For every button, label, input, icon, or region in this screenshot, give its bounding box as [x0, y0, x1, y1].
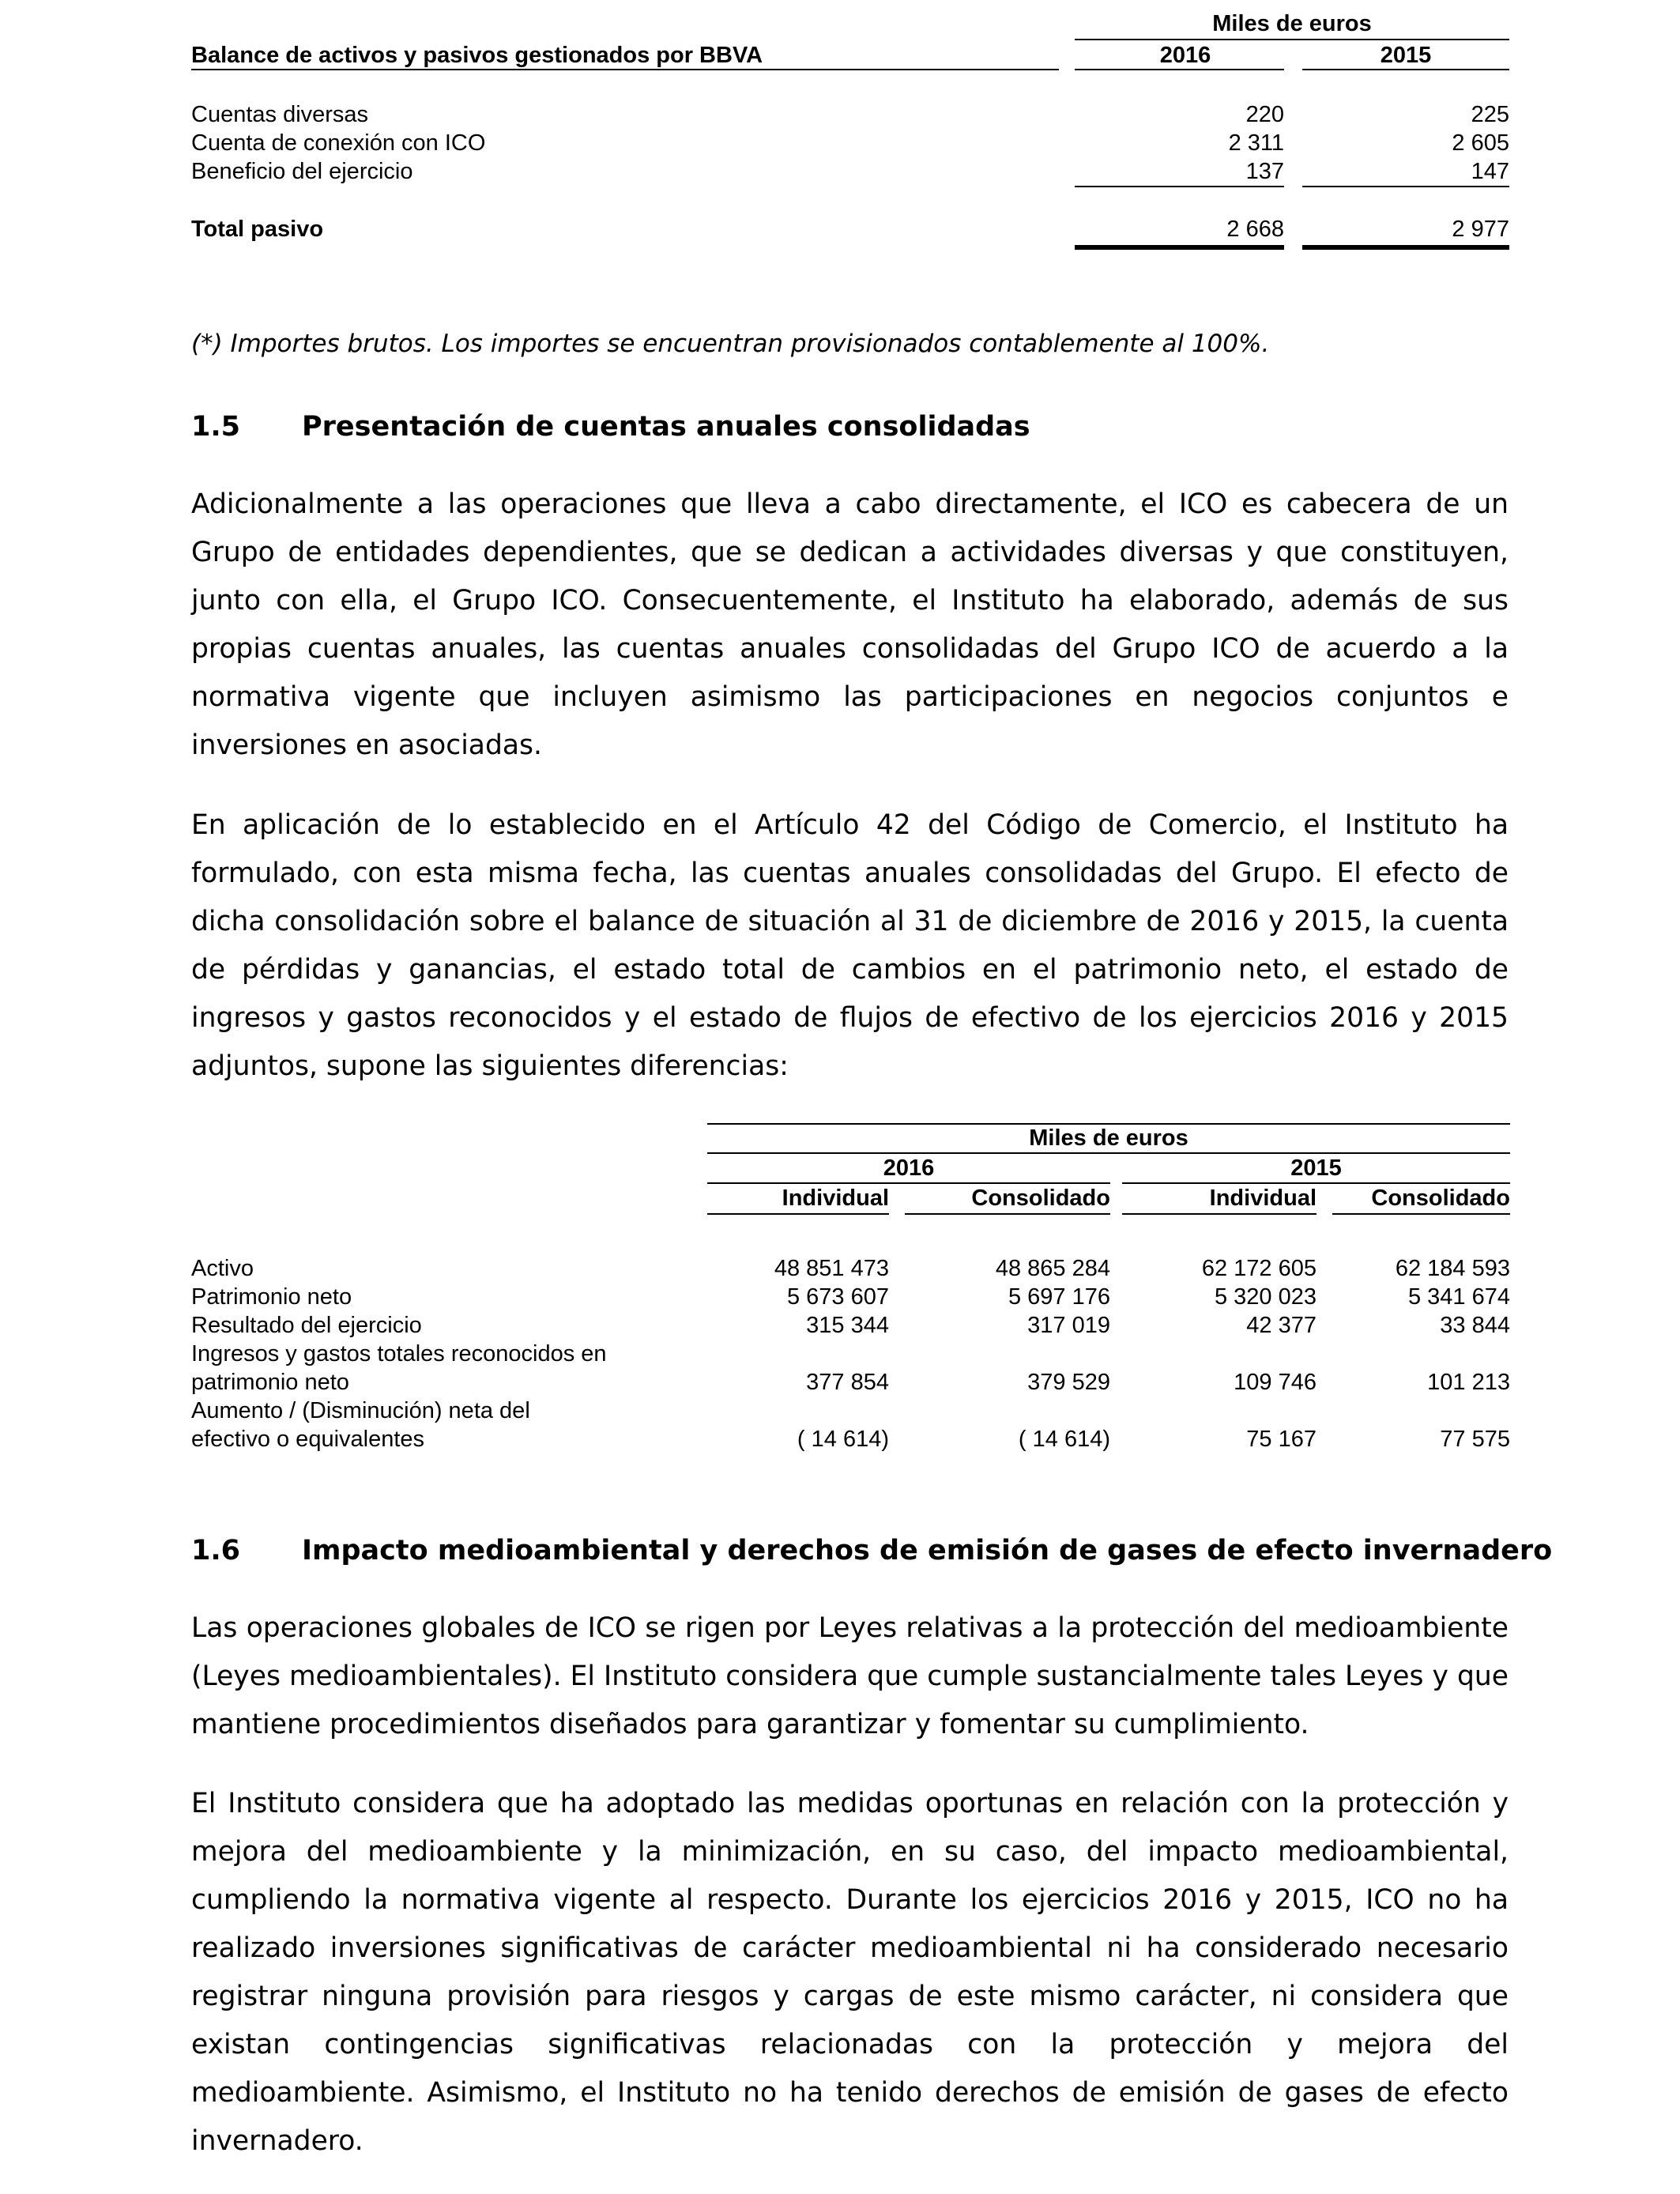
table1-total-label: Total pasivo [191, 217, 324, 242]
consolidation-differences-table [0, 1106, 1680, 1462]
table1-row-label: Cuenta de conexión con ICO [191, 130, 486, 156]
table2-cell: 5 697 176 [1008, 1284, 1110, 1310]
table1-unit-header: Miles de euros [1212, 11, 1372, 36]
table2-year-2016: 2016 [883, 1155, 935, 1181]
footnote: (*) Importes brutos. Los importes se encuentran provisionados contablemente al 100%. [191, 330, 1270, 358]
double-rule [1302, 245, 1509, 250]
table2-col-consolidado: Consolidado [971, 1186, 1110, 1211]
paragraph: En aplicación de lo establecido en el Artículo 42 del Código de Comercio, el Instituto ha formulado, con esta misma fecha, las cuentas anuales consolidadas del Grupo. El efecto de dicha consolidación sobre el balance de situación al 31 de diciembre de 2016 y 2015, la cuenta de pérdidas y ganancias, el estado total de cambios en el patrimonio neto, el estado de ingresos y gastos reconocidos y el estado de flujos de efectivo de los ejercicios 2016 y 2015 adjuntos, supone las siguientes diferencias: [191, 809, 1509, 1082]
table1-row-2015: 2 605 [1452, 130, 1509, 156]
table2-cell: 379 529 [1027, 1370, 1110, 1395]
table2-row-label: Aumento / (Disminución) neta del [191, 1398, 530, 1423]
section-number: 1.6 [191, 1535, 241, 1566]
table1-row-label: Cuentas diversas [191, 102, 369, 127]
rule [1075, 69, 1284, 70]
section-heading [191, 1533, 1552, 1568]
rule [1075, 39, 1509, 40]
table2-cell: 62 172 605 [1201, 1256, 1317, 1281]
table2-cell: 48 851 473 [774, 1256, 889, 1281]
bbva-balance-table [0, 0, 1680, 261]
table2-row-label: Patrimonio neto [191, 1284, 352, 1310]
table1-total-2015: 2 977 [1452, 217, 1509, 242]
table2-row-label: Resultado del ejercicio [191, 1313, 422, 1338]
table1-title: Balance de activos y pasivos gestionados por BBVA [191, 43, 763, 68]
rule [905, 1213, 1110, 1215]
table2-cell: 77 575 [1440, 1427, 1510, 1452]
rule [707, 1213, 889, 1215]
rule [1075, 186, 1284, 187]
section-number: 1.5 [191, 411, 241, 443]
table2-cell: 317 019 [1027, 1313, 1110, 1338]
table2-cell: ( 14 614) [1018, 1427, 1110, 1452]
table2-unit-header: Miles de euros [1029, 1125, 1188, 1151]
double-rule [1075, 245, 1284, 250]
section-title: Presentación de cuentas anuales consolidadas [302, 411, 1030, 443]
paragraph: El Instituto considera que ha adoptado las medidas oportunas en relación con la protección y mejora del medioambiente y la minimización, en su caso, del impacto medioambiental, cumpliendo la normativa vigente al respecto. Durante los ejercicios 2016 y 2015, ICO no ha realizado inversiones significativas de carácter medioambiental ni ha considerado necesario registrar ninguna provisión para riesgos y cargas de este mismo carácter, ni considera que existan contingencias significativas relacionadas con la protección y mejora del medioambiente. Asimismo, el Instituto no ha tenido derechos de emisión de gases de efecto invernadero. [191, 1788, 1509, 2157]
table2-cell: 48 865 284 [995, 1256, 1110, 1281]
table2-row-label: Ingresos y gastos totales reconocidos en [191, 1341, 607, 1367]
table2-cell: 75 167 [1246, 1427, 1317, 1452]
rule [1122, 1213, 1317, 1215]
table2-cell: 62 184 593 [1395, 1256, 1510, 1281]
table2-col-consolidado: Consolidado [1371, 1186, 1510, 1211]
table2-cell: 5 673 607 [786, 1284, 889, 1310]
paragraph: Adicionalmente a las operaciones que lleva a cabo directamente, el ICO es cabecera de un Grupo de entidades dependientes, que se dedican a actividades diversas y que constituyen, junto con ella, el Grupo ICO. Consecuentemente, el Instituto ha elaborado, además de sus propias cuentas anuales, las cuentas anuales consolidadas del Grupo ICO de acuerdo a la normativa vigente que incluyen asimismo las participaciones en negocios conjuntos e inversiones en asociadas. [191, 488, 1509, 761]
table2-col-individual: Individual [1209, 1186, 1317, 1211]
table2-cell: 5 320 023 [1214, 1284, 1317, 1310]
table1-row-2015: 225 [1471, 102, 1509, 127]
table1-row-2016: 137 [1245, 159, 1284, 184]
table2-cell: 315 344 [806, 1313, 889, 1338]
table2-cell: 109 746 [1234, 1370, 1317, 1395]
rule [1302, 186, 1509, 187]
section-title: Impacto medioambiental y derechos de emisión de gases de efecto invernadero [302, 1535, 1553, 1566]
table1-row-2016: 2 311 [1228, 130, 1284, 156]
table2-cell: ( 14 614) [797, 1427, 889, 1452]
table2-year-2015: 2015 [1290, 1155, 1342, 1181]
rule [1302, 69, 1509, 70]
table1-col-2015: 2015 [1380, 43, 1432, 68]
table2-cell: 42 377 [1246, 1313, 1317, 1338]
section-heading [191, 409, 1030, 444]
table2-cell: 5 341 674 [1407, 1284, 1510, 1310]
table2-row-label: Activo [191, 1256, 254, 1281]
table2-row-label: patrimonio neto [191, 1370, 349, 1395]
table1-row-2016: 220 [1245, 102, 1284, 127]
table2-row-label: efectivo o equivalentes [191, 1427, 425, 1452]
table1-total-2016: 2 668 [1226, 217, 1284, 242]
table1-row-2015: 147 [1471, 159, 1509, 184]
paragraph: Las operaciones globales de ICO se rigen por Leyes relativas a la protección del medioambiente (Leyes medioambientales). El Instituto considera que cumple sustancialmente tales Leyes y que mantiene procedimientos diseñados para garantizar y fomentar su cumplimiento. [191, 1612, 1509, 1740]
table2-cell: 377 854 [806, 1370, 889, 1395]
table1-col-2016: 2016 [1159, 43, 1211, 68]
table1-row-label: Beneficio del ejercicio [191, 159, 413, 184]
rule [1332, 1213, 1510, 1215]
rule [191, 69, 1059, 70]
table2-cell: 33 844 [1440, 1313, 1510, 1338]
table2-cell: 101 213 [1427, 1370, 1510, 1395]
table2-col-individual: Individual [782, 1186, 889, 1211]
